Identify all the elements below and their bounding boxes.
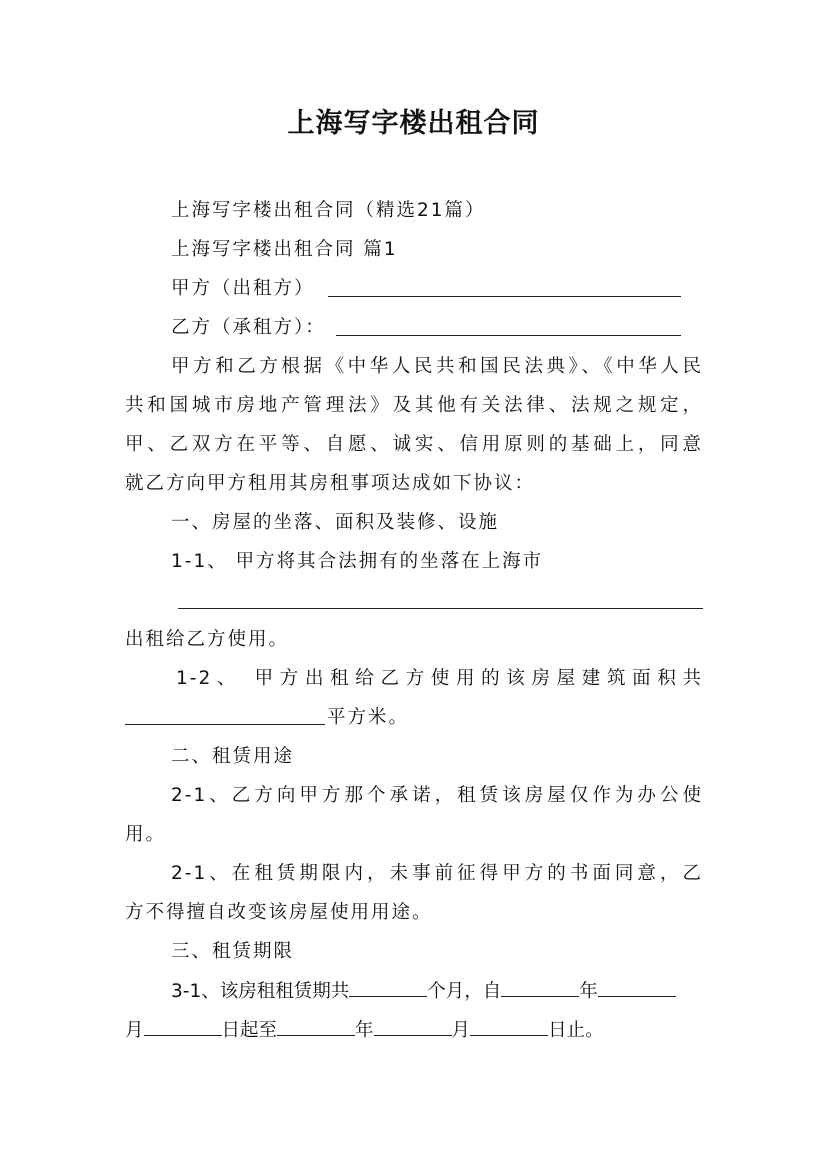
term-text: 个月，自 — [427, 981, 502, 1002]
party-b-line — [171, 315, 703, 341]
end-month-blank — [374, 1017, 452, 1036]
clause-line: 平方米。 — [327, 707, 410, 728]
term-clause-line — [171, 978, 703, 1005]
clause-line: 用。 — [125, 824, 167, 845]
paragraph-line: 甲方和乙方根据《中华人民共和国民法典》、《中华人民 — [171, 356, 703, 377]
party-a-label: 甲方（出租方） — [171, 278, 315, 299]
paragraph-line: 共和国城市房地产管理法》及其他有关法律、法规之规定， — [125, 395, 703, 416]
paragraph-line: 就乙方向甲方租用其房租事项达成如下协议： — [125, 473, 536, 494]
clause-line: 2-1、乙方向甲方那个承诺，租赁该房屋仅作为办公使 — [171, 785, 703, 806]
party-b-blank — [336, 335, 681, 336]
term-text: 月 — [451, 1020, 471, 1041]
term-text: 年 — [355, 1020, 374, 1041]
clause-line: 2-1、在租赁期限内，未事前征得甲方的书面同意，乙 — [171, 863, 703, 884]
term-text: 月 — [125, 1020, 144, 1041]
party-b-label: 乙方（承租方）： — [171, 317, 326, 338]
clause-line: 1-1、 甲方将其合法拥有的坐落在上海市 — [171, 551, 544, 572]
section-heading-line: 一、房屋的坐落、面积及装修、设施 — [171, 512, 500, 533]
party-a-blank — [328, 296, 681, 297]
clause-line: 方不得擅自改变该房屋使用用途。 — [125, 902, 433, 923]
start-month-blank — [598, 978, 676, 997]
section-heading-line: 三、租赁期限 — [171, 941, 295, 962]
subtitle-line: 上海写字楼出租合同（精选21篇） — [171, 200, 486, 221]
term-text: 日止。 — [548, 1020, 604, 1041]
term-text: 3-1、该房租租赁期共 — [171, 981, 350, 1002]
end-year-blank — [277, 1017, 355, 1036]
document-title: 上海写字楼出租合同 — [287, 108, 540, 139]
party-a-line — [171, 276, 703, 302]
section-heading-line: 上海写字楼出租合同 篇1 — [171, 239, 398, 260]
clause-line: 1-2、 甲方出租给乙方使用的该房屋建筑面积共 — [176, 668, 703, 689]
paragraph-line: 甲、乙双方在平等、自愿、诚实、信用原则的基础上，同意 — [125, 434, 703, 455]
term-text: 日起至 — [221, 1020, 278, 1041]
area-blank — [125, 724, 325, 725]
start-year-blank — [501, 978, 579, 997]
end-day-blank — [470, 1017, 548, 1036]
term-clause-line — [125, 1017, 703, 1044]
address-blank — [178, 608, 703, 609]
clause-line: 出租给乙方使用。 — [125, 629, 290, 650]
start-day-blank — [144, 1017, 222, 1036]
months-blank — [349, 978, 427, 997]
section-heading-line: 二、租赁用途 — [171, 746, 295, 767]
term-text: 年 — [579, 981, 598, 1002]
